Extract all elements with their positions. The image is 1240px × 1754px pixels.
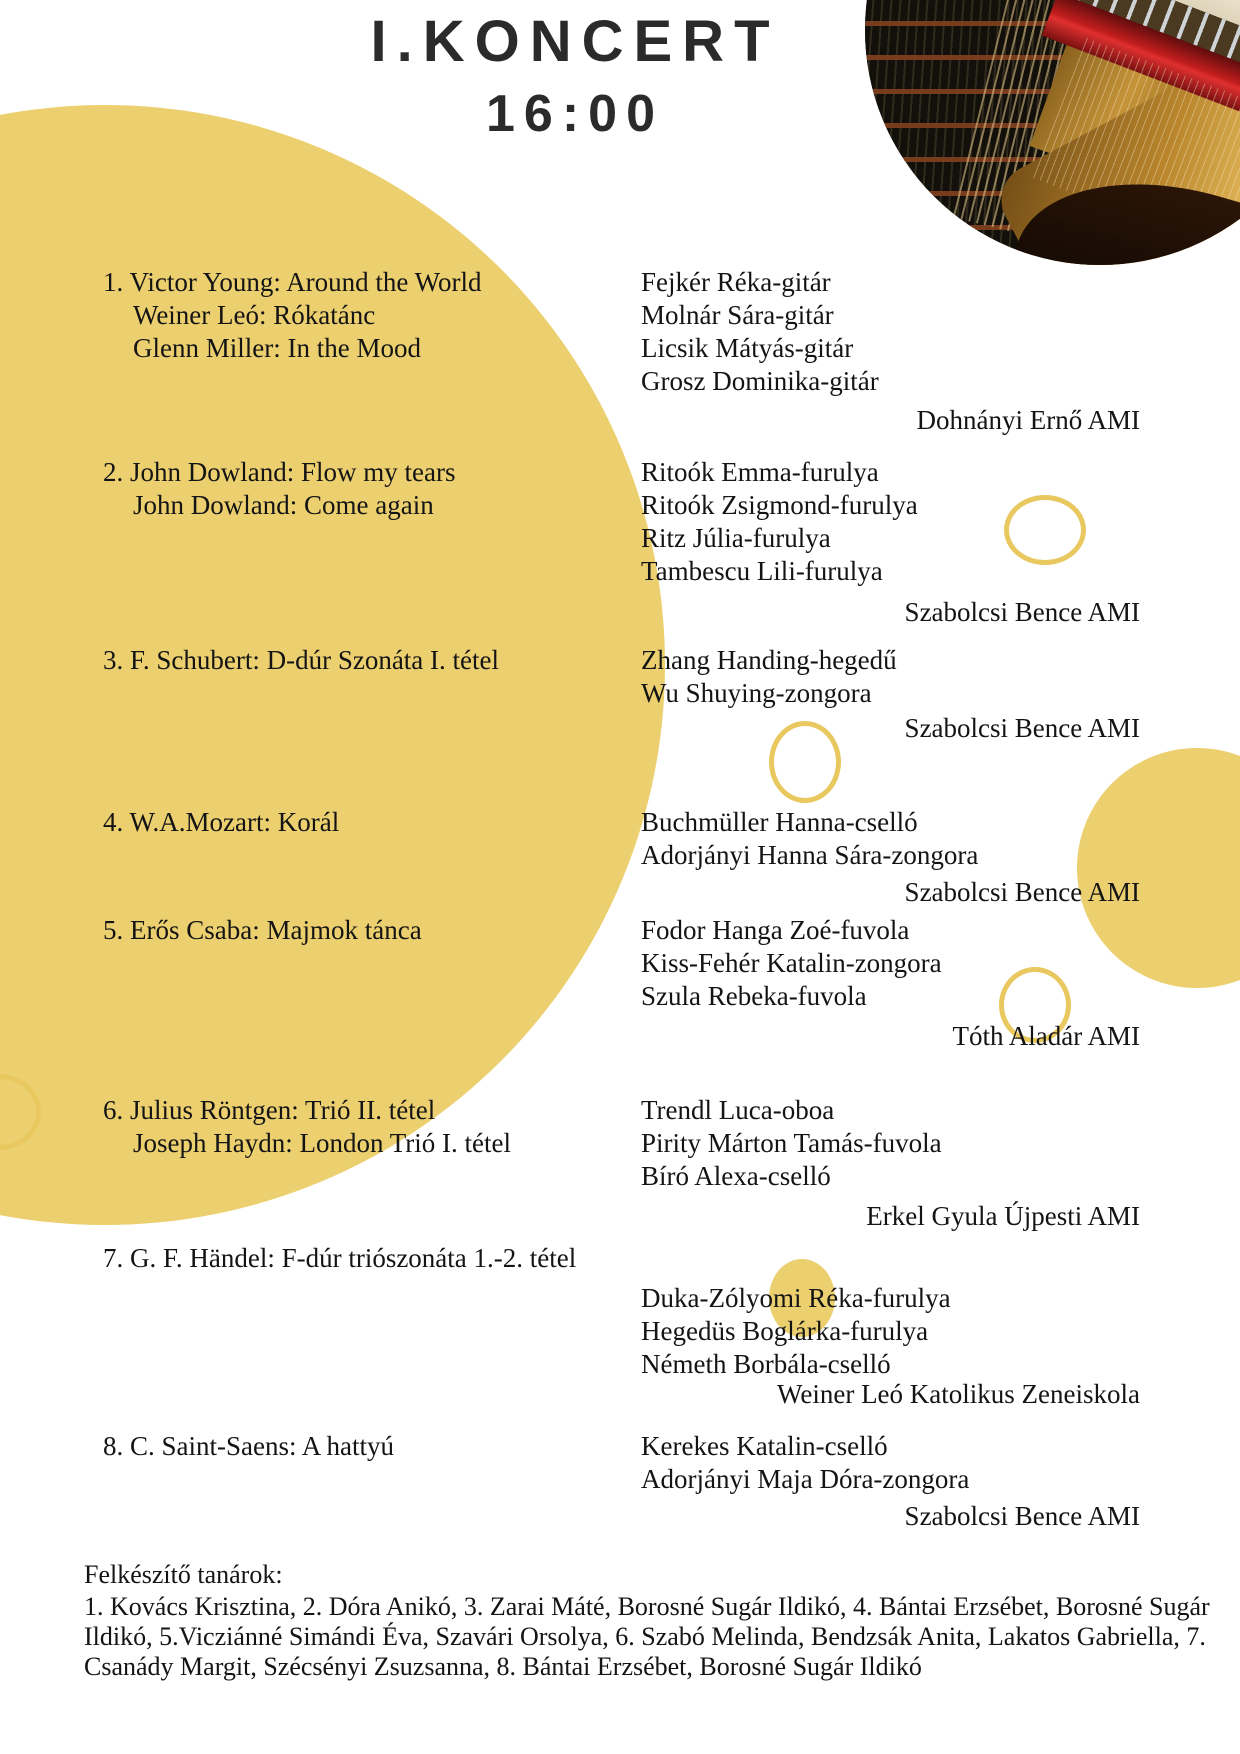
performer-line: Szula Rebeka-fuvola [641,981,867,1011]
piece-title-line: 8. C. Saint-Saens: A hattyú [103,1431,395,1461]
performer-line: Molnár Sára-gitár [641,300,834,330]
performers [641,1094,942,1193]
school-name: Szabolcsi Bence AMI [904,1501,1140,1531]
performer-line: Kerekes Katalin-cselló [641,1431,888,1461]
school-name: Szabolcsi Bence AMI [904,877,1140,907]
school-name: Dohnányi Ernő AMI [916,405,1140,435]
performer-line: Trendl Luca-oboa [641,1095,835,1125]
performer-line: Duka-Zólyomi Réka-furulya [641,1283,951,1313]
school-name: Szabolcsi Bence AMI [904,713,1140,743]
page-title: I.KONCERT [370,9,780,74]
performer-line: Ritoók Zsigmond-furulya [641,490,918,520]
right-yellow-circle [1077,748,1240,988]
performer-line: Ritoók Emma-furulya [641,457,879,487]
performer-line: Buchmüller Hanna-cselló [641,807,918,837]
performers [641,914,942,1013]
piece-titles [103,1094,511,1160]
performer-line: Zhang Handing-hegedű [641,645,897,675]
piece-title-line: Weiner Leó: Rókatánc [133,300,376,330]
piece-title-line: Glenn Miller: In the Mood [133,333,421,363]
piece-title-line: 6. Julius Röntgen: Trió II. tétel [103,1095,436,1125]
performer-line: Kiss-Fehér Katalin-zongora [641,948,942,978]
performers [641,806,978,872]
page-title-time: 16:00 [486,85,664,143]
piece-titles [103,644,499,677]
piece-titles [103,1242,576,1275]
piece-titles [103,1430,394,1463]
performer-line: Adorjányi Maja Dóra-zongora [641,1464,970,1494]
school-name: Szabolcsi Bence AMI [904,597,1140,627]
performers [641,1282,951,1381]
piece-titles [103,806,339,839]
teachers-line: Ildikó, 5.Vicziánné Simándi Éva, Szavári Orsolya, 6. Szabó Melinda, Bendzsák Anita, Lakatos Gabriella, 7. [84,1622,1206,1651]
performers [641,644,897,710]
performer-line: Tambescu Lili-furulya [641,556,883,586]
performer-line: Wu Shuying-zongora [641,678,872,708]
performer-line: Pirity Márton Tamás-fuvola [641,1128,942,1158]
performer-line: Fejkér Réka-gitár [641,267,831,297]
decor-ring-top-right [1004,495,1086,565]
performer-line: Ritz Júlia-furulya [641,523,831,553]
performer-line: Licsik Mátyás-gitár [641,333,854,363]
performer-line: Bíró Alexa-cselló [641,1161,831,1191]
piece-title-line: 7. G. F. Händel: F-dúr triószonáta 1.-2. tétel [103,1243,577,1273]
piece-title-line: 5. Erős Csaba: Majmok tánca [103,915,422,945]
piece-title-line: John Dowland: Come again [133,490,434,520]
teachers-line: Csanády Margit, Szécsényi Zsuzsanna, 8. Bántai Erzsébet, Borosné Sugár Ildikó [84,1652,922,1681]
piece-titles [103,456,455,522]
performers [641,456,918,588]
performers [641,266,879,398]
performer-line: Adorjányi Hanna Sára-zongora [641,840,979,870]
school-name: Erkel Gyula Újpesti AMI [866,1201,1140,1231]
piece-titles [103,266,481,365]
performers [641,1430,969,1496]
performer-line: Fodor Hanga Zoé-fuvola [641,915,910,945]
piece-title-line: 1. Victor Young: Around the World [103,267,482,297]
performer-line: Grosz Dominika-gitár [641,366,879,396]
piece-title-line: 4. W.A.Mozart: Korál [103,807,340,837]
piece-title-line: 3. F. Schubert: D-dúr Szonáta I. tétel [103,645,499,675]
piece-titles [103,914,422,947]
piece-title-line: Joseph Haydn: London Trió I. tétel [133,1128,511,1158]
school-name: Tóth Aladár AMI [952,1021,1140,1051]
performer-line: Németh Borbála-cselló [641,1349,891,1379]
piece-title-line: 2. John Dowland: Flow my tears [103,457,456,487]
performer-line: Hegedüs Boglárka-furulya [641,1316,929,1346]
decor-ring-middle [769,721,841,803]
teachers-label: Felkészítő tanárok: [84,1560,283,1589]
teachers-line: 1. Kovács Krisztina, 2. Dóra Anikó, 3. Zarai Máté, Borosné Sugár Ildikó, 4. Bántai Erzsébet, Borosné Sugár [84,1592,1210,1621]
school-name: Weiner Leó Katolikus Zeneiskola [777,1379,1140,1409]
